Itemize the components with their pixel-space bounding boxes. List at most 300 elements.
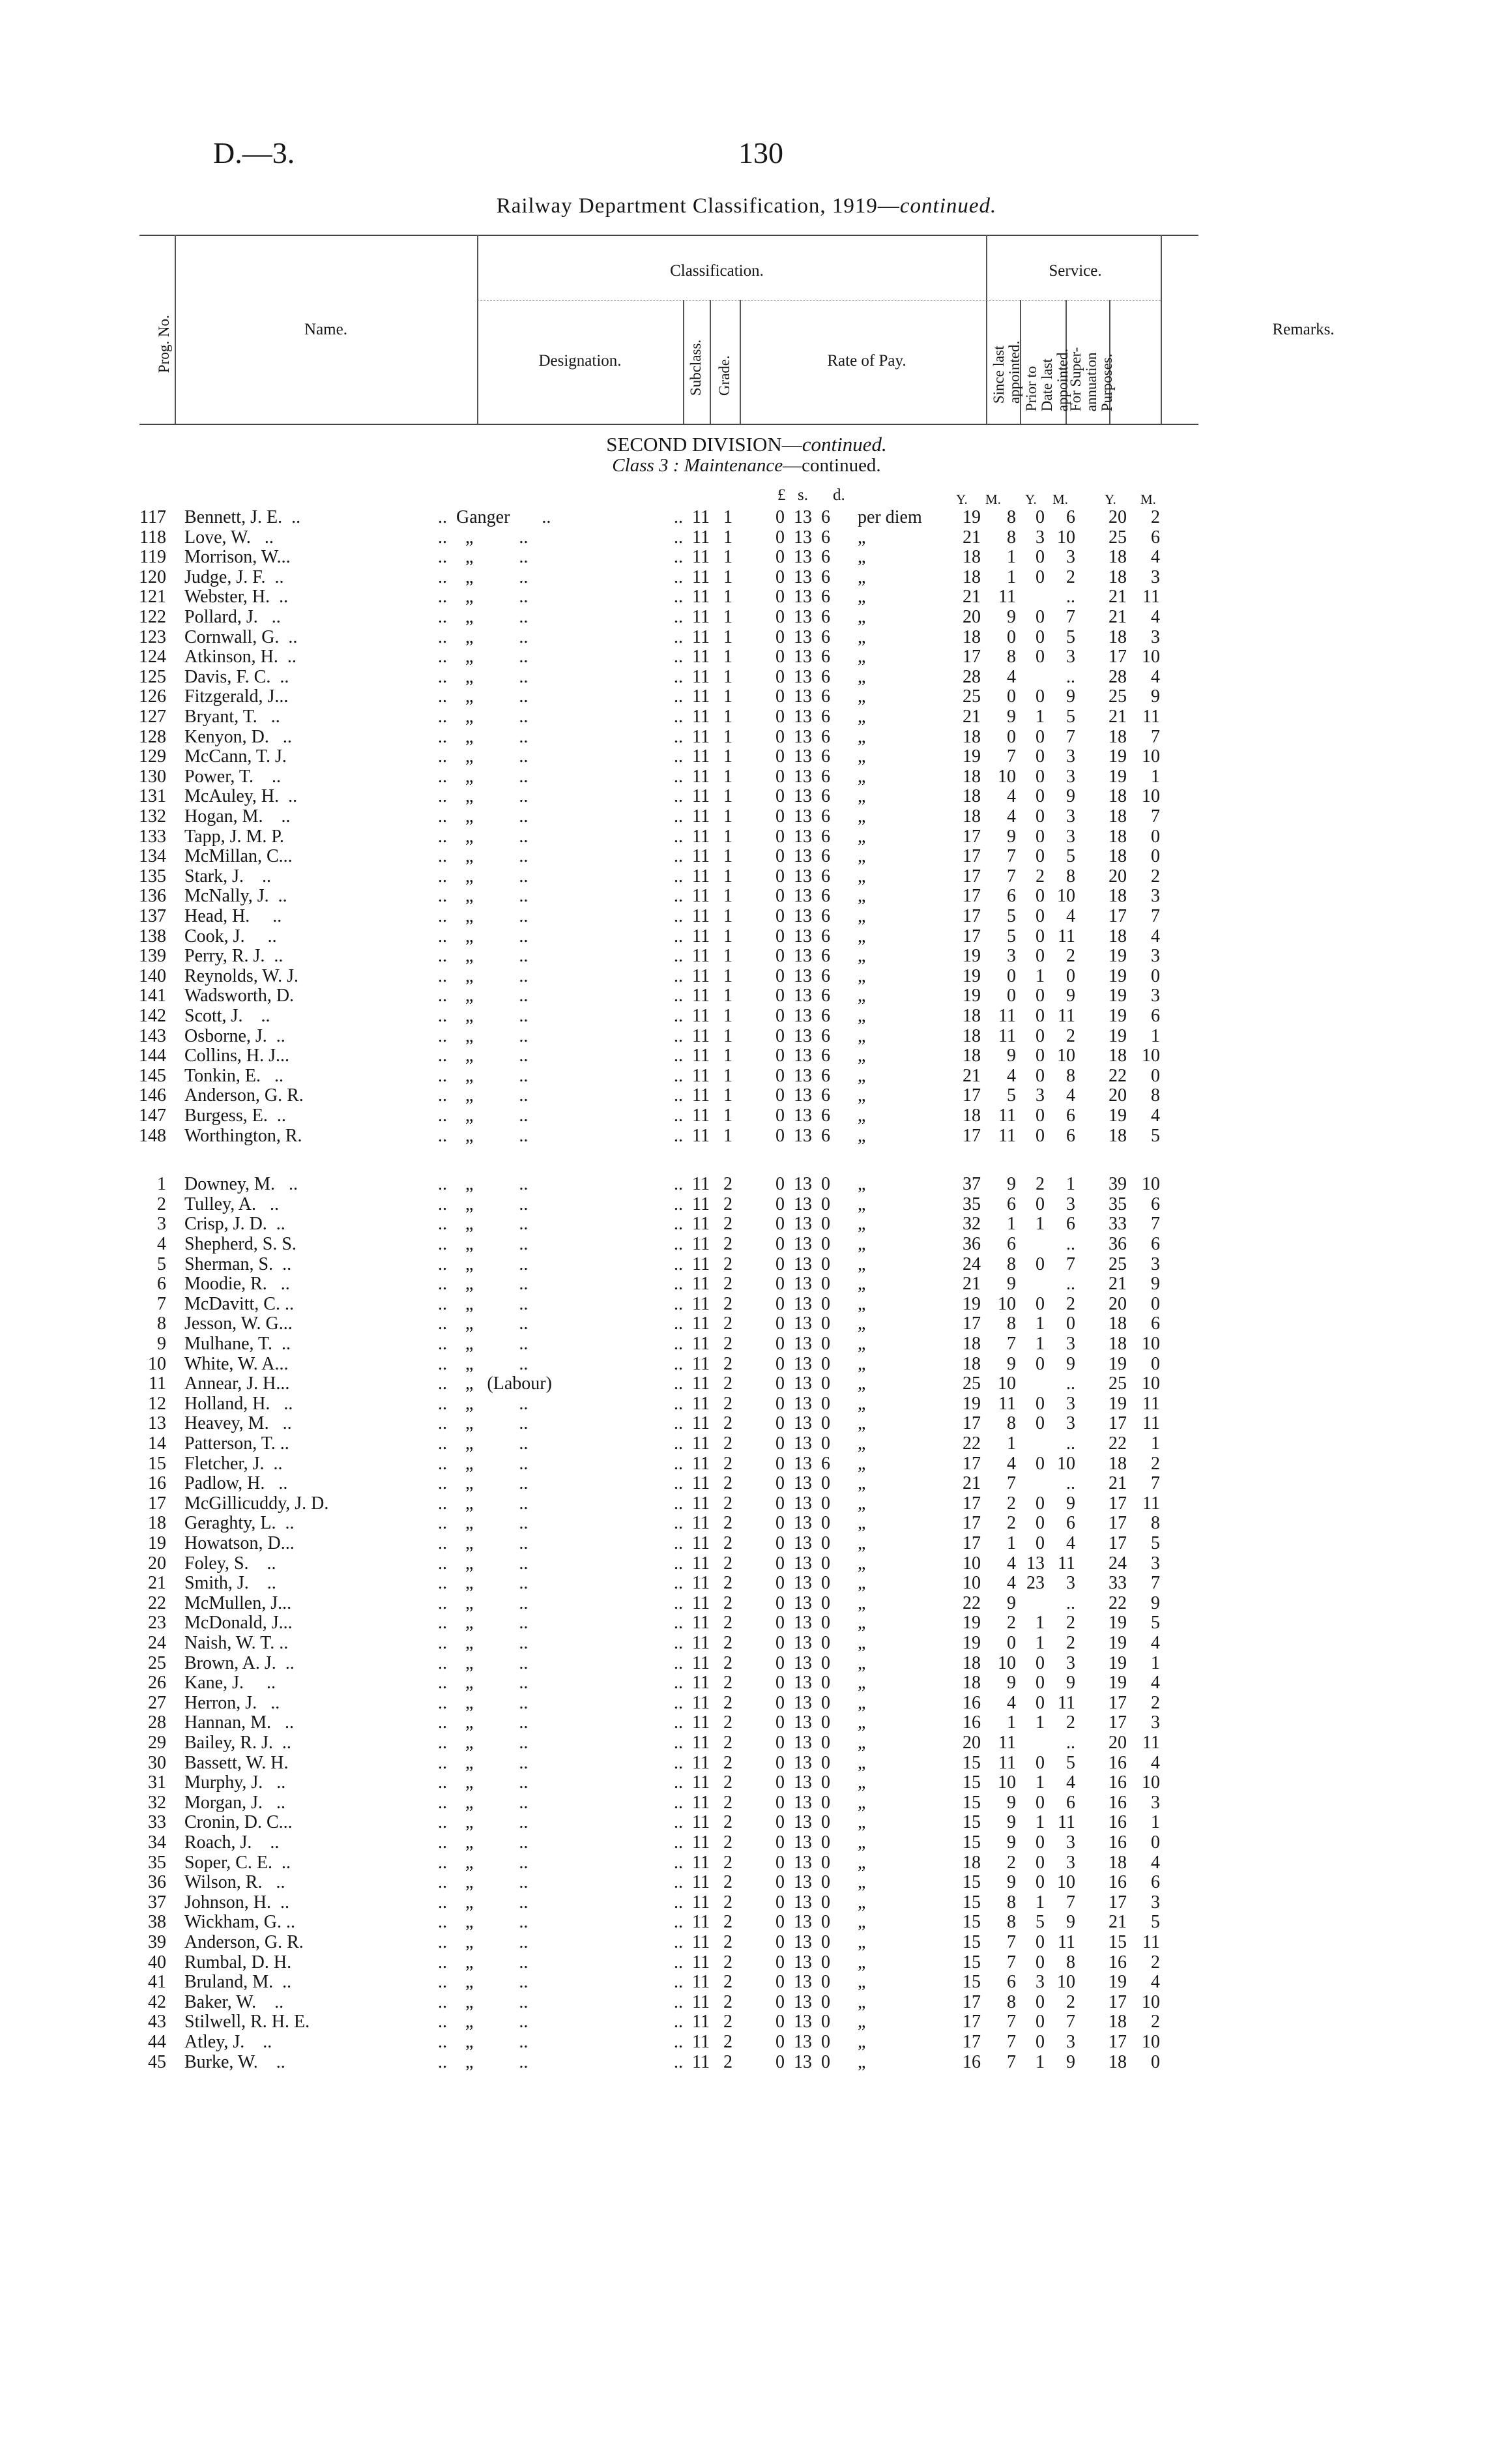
prior-months: 11 — [1058, 1692, 1075, 1713]
super-months: 3 — [1151, 986, 1160, 1006]
designation: .. „ .. — [438, 1085, 529, 1106]
prior-months: 7 — [1066, 1892, 1075, 1913]
pay-basis: „ — [858, 986, 866, 1006]
rate-of-pay: 0 13 6 — [775, 1453, 830, 1474]
prior-months: 5 — [1066, 1752, 1075, 1773]
subclass: .. 11 — [674, 1592, 710, 1613]
super-years: 15 — [1109, 1932, 1127, 1952]
pay-basis: „ — [858, 566, 866, 587]
prog-no: 132 — [139, 806, 166, 827]
prior-months: 10 — [1057, 1972, 1075, 1993]
prior-years: 0 — [1036, 1932, 1045, 1952]
since-years: 15 — [963, 1792, 981, 1813]
employee-name: Cronin, D. C... — [184, 1812, 293, 1833]
employee-name: Morrison, W... — [184, 547, 291, 568]
prior-years: 1 — [1036, 707, 1045, 727]
employee-name: Mulhane, T. .. — [184, 1334, 291, 1354]
prior-years: 0 — [1036, 726, 1045, 747]
prior-years: 0 — [1036, 786, 1045, 807]
rate-of-pay: 0 13 6 — [775, 1006, 830, 1026]
employee-name: Foley, S. .. — [184, 1553, 276, 1574]
employee-name: Cook, J. .. — [184, 926, 277, 946]
since-months: 4 — [1007, 1553, 1016, 1574]
prog-no: 20 — [148, 1553, 166, 1574]
designation: .. „ .. — [438, 1712, 529, 1733]
since-years: 15 — [963, 1892, 981, 1913]
rate-of-pay: 0 13 6 — [775, 906, 830, 926]
since-years: 16 — [963, 1712, 981, 1733]
subclass: .. 11 — [674, 786, 710, 807]
rate-of-pay: 0 13 0 — [775, 1473, 830, 1494]
employee-name: McDavitt, C. .. — [184, 1293, 294, 1314]
designation: .. „ .. — [438, 1125, 529, 1146]
subclass: .. 11 — [674, 1573, 710, 1594]
grade: 2 — [723, 1214, 732, 1235]
table-row — [0, 587, 1493, 607]
table-row — [0, 707, 1493, 727]
since-years: 18 — [963, 1353, 981, 1374]
employee-name: McCann, T. J. — [184, 746, 287, 767]
since-years: 37 — [963, 1174, 981, 1195]
pay-basis: „ — [858, 926, 866, 946]
super-years: 17 — [1109, 906, 1127, 926]
since-months: 1 — [1007, 547, 1016, 568]
subclass: .. 11 — [674, 1892, 710, 1913]
super-months: 3 — [1151, 566, 1160, 587]
designation: .. „ .. — [438, 1194, 529, 1214]
super-months: 9 — [1151, 686, 1160, 707]
super-years: 18 — [1109, 1453, 1127, 1474]
since-years: 18 — [963, 1025, 981, 1046]
rate-of-pay: 0 13 6 — [775, 1065, 830, 1086]
pay-basis: „ — [858, 1125, 866, 1146]
since-years: 19 — [963, 965, 981, 986]
prior-years: 0 — [1036, 1673, 1045, 1694]
table-row — [0, 1234, 1493, 1254]
subclass: .. 11 — [674, 1712, 710, 1733]
employee-name: Fitzgerald, J... — [184, 686, 289, 707]
designation: .. „ .. — [438, 1025, 529, 1046]
grade: 2 — [723, 1673, 732, 1694]
designation: .. „ .. — [438, 1952, 529, 1973]
super-years: 19 — [1109, 1633, 1127, 1653]
prog-no: 124 — [139, 647, 166, 667]
prior-months: 5 — [1066, 626, 1075, 647]
since-years: 19 — [963, 986, 981, 1006]
grade: 1 — [723, 566, 732, 587]
employee-name: McAuley, H. .. — [184, 786, 298, 807]
prior-months: 2 — [1066, 566, 1075, 587]
super-years: 19 — [1109, 1972, 1127, 1993]
table-row — [0, 886, 1493, 906]
table-row — [0, 1174, 1493, 1194]
super-months: 8 — [1151, 1085, 1160, 1106]
prior-months: 10 — [1057, 886, 1075, 907]
designation: .. „ .. — [438, 726, 529, 747]
super-months: 1 — [1151, 1652, 1160, 1673]
designation: .. „ .. — [438, 686, 529, 707]
super-years: 20 — [1109, 1733, 1127, 1753]
since-years: 10 — [963, 1553, 981, 1574]
super-months: 1 — [1151, 1812, 1160, 1833]
prog-no: 125 — [139, 666, 166, 687]
prior-years: 0 — [1036, 1692, 1045, 1713]
subclass: .. 11 — [674, 866, 710, 887]
super-years: 21 — [1109, 1473, 1127, 1494]
rate-of-pay: 0 13 0 — [775, 1972, 830, 1993]
rate-of-pay: 0 13 6 — [775, 547, 830, 568]
grade: 1 — [723, 866, 732, 887]
prior-years: 0 — [1036, 1006, 1045, 1026]
grade: 2 — [723, 1373, 732, 1394]
super-years: 16 — [1109, 1872, 1127, 1893]
rate-of-pay: 0 13 0 — [775, 1872, 830, 1893]
since-months: 5 — [1007, 926, 1016, 946]
grade: 2 — [723, 1792, 732, 1813]
since-months: 11 — [998, 1752, 1016, 1773]
grade: 2 — [723, 1633, 732, 1653]
pay-basis: „ — [858, 527, 866, 548]
grade: 2 — [723, 1353, 732, 1374]
super-years: 22 — [1109, 1433, 1127, 1454]
division-continued: continued. — [802, 433, 887, 456]
prior-years: 0 — [1036, 986, 1045, 1006]
super-months: 11 — [1142, 1413, 1160, 1434]
super-months: 10 — [1142, 1334, 1160, 1354]
designation: .. „ .. — [438, 1991, 529, 2012]
prior-months: 2 — [1066, 1613, 1075, 1634]
prior-months: 11 — [1058, 926, 1075, 946]
prior-years: 0 — [1036, 1353, 1045, 1374]
super-months: 2 — [1151, 1952, 1160, 1973]
prior-months: .. — [1066, 666, 1075, 687]
document-reference: D.—3. — [213, 136, 295, 169]
prior-years: 1 — [1036, 1613, 1045, 1634]
table-row — [0, 1473, 1493, 1493]
prior-months: 3 — [1066, 2032, 1075, 2052]
table-row — [0, 866, 1493, 887]
table-row — [0, 667, 1493, 687]
prior-years: 0 — [1036, 1852, 1045, 1873]
subclass: .. 11 — [674, 1792, 710, 1813]
subclass: .. 11 — [674, 1254, 710, 1274]
subclass: .. 11 — [674, 1125, 710, 1146]
pay-basis: „ — [858, 965, 866, 986]
employee-name: Bassett, W. H. — [184, 1752, 289, 1773]
prior-years: 3 — [1036, 1085, 1045, 1106]
since-months: 11 — [998, 1106, 1016, 1126]
super-years: 17 — [1109, 1513, 1127, 1534]
since-years: 20 — [963, 607, 981, 627]
subclass: .. 11 — [674, 1373, 710, 1394]
since-years: 17 — [963, 1533, 981, 1553]
prog-no: 16 — [148, 1473, 166, 1494]
rate-of-pay: 0 13 6 — [775, 826, 830, 847]
unit-pence: d. — [833, 486, 845, 504]
since-years: 16 — [963, 1692, 981, 1713]
employee-name: Bennett, J. E. .. — [184, 507, 301, 527]
since-months: 10 — [998, 1772, 1016, 1793]
designation: .. „ .. — [438, 1353, 529, 1374]
rate-of-pay: 0 13 6 — [775, 507, 830, 527]
pay-basis: „ — [858, 1025, 866, 1046]
designation: .. „ .. — [438, 886, 529, 907]
rate-of-pay: 0 13 0 — [775, 1613, 830, 1634]
super-years: 18 — [1109, 786, 1127, 807]
prog-no: 137 — [139, 906, 166, 926]
pay-basis: „ — [858, 1493, 866, 1514]
designation: .. „ .. — [438, 1473, 529, 1494]
grade: 1 — [723, 946, 732, 967]
prog-no: 23 — [148, 1613, 166, 1634]
designation: .. „ .. — [438, 1513, 529, 1534]
employee-name: McMillan, C... — [184, 846, 293, 867]
prior-months: 3 — [1066, 1573, 1075, 1594]
prog-no: 148 — [139, 1125, 166, 1146]
prior-years: 0 — [1036, 2032, 1045, 2052]
prior-years: 3 — [1036, 527, 1045, 548]
subclass: .. 11 — [674, 1293, 710, 1314]
table-row — [0, 1952, 1493, 1973]
prior-months: 11 — [1058, 1006, 1075, 1026]
prior-months: 10 — [1057, 1453, 1075, 1474]
rate-of-pay: 0 13 6 — [775, 866, 830, 887]
designation: .. „ .. — [438, 1852, 529, 1873]
designation: .. „ .. — [438, 1493, 529, 1514]
super-years: 21 — [1109, 607, 1127, 627]
super-months: 9 — [1151, 1592, 1160, 1613]
pay-basis: „ — [858, 1772, 866, 1793]
prior-months: .. — [1066, 1234, 1075, 1254]
prior-years: 1 — [1036, 1892, 1045, 1913]
designation: .. „ .. — [438, 2012, 529, 2032]
designation: .. „ .. — [438, 1652, 529, 1673]
super-years: 18 — [1109, 2012, 1127, 2032]
super-years: 18 — [1109, 626, 1127, 647]
since-years: 21 — [963, 587, 981, 608]
table-row — [0, 647, 1493, 667]
since-years: 18 — [963, 726, 981, 747]
since-years: 17 — [963, 906, 981, 926]
since-years: 17 — [963, 886, 981, 907]
super-months: 4 — [1151, 1106, 1160, 1126]
designation: .. „ .. — [438, 846, 529, 867]
subclass: .. 11 — [674, 647, 710, 667]
since-months: 8 — [1007, 1254, 1016, 1274]
subclass: .. 11 — [674, 1872, 710, 1893]
prior-months: .. — [1066, 1473, 1075, 1494]
rate-of-pay: 0 13 0 — [775, 1573, 830, 1594]
since-months: 9 — [1007, 1792, 1016, 1813]
designation: .. „ .. — [438, 1692, 529, 1713]
rate-of-pay: 0 13 0 — [775, 1174, 830, 1195]
unit-since-months: M. — [985, 491, 1001, 507]
prog-no: 119 — [139, 547, 166, 568]
prior-years: 0 — [1036, 1832, 1045, 1853]
since-months: 10 — [998, 766, 1016, 787]
since-years: 22 — [963, 1433, 981, 1454]
table-row — [0, 746, 1493, 767]
grade: 1 — [723, 707, 732, 727]
since-months: 8 — [1007, 527, 1016, 548]
page-title — [0, 194, 1493, 218]
super-years: 16 — [1109, 1812, 1127, 1833]
prior-months: 3 — [1066, 746, 1075, 767]
prior-years: 0 — [1036, 1792, 1045, 1813]
super-years: 17 — [1109, 1493, 1127, 1514]
subclass: .. 11 — [674, 1085, 710, 1106]
designation: .. „ .. — [438, 1046, 529, 1066]
super-years: 25 — [1109, 1254, 1127, 1274]
since-months: 9 — [1007, 826, 1016, 847]
prior-years: 0 — [1036, 1493, 1045, 1514]
pay-basis: per diem — [858, 507, 922, 527]
grade: 2 — [723, 1752, 732, 1773]
class-title — [0, 455, 1493, 477]
prior-years: 1 — [1036, 1334, 1045, 1354]
rate-of-pay: 0 13 6 — [775, 707, 830, 727]
super-years: 25 — [1109, 527, 1127, 548]
designation: .. „ .. — [438, 1792, 529, 1813]
designation: .. „ .. — [438, 626, 529, 647]
prior-months: 8 — [1066, 1952, 1075, 1973]
since-months: 7 — [1007, 1473, 1016, 1494]
prog-no: 120 — [139, 566, 166, 587]
rate-of-pay: 0 13 6 — [775, 946, 830, 967]
prior-years: 1 — [1036, 1772, 1045, 1793]
prog-no: 130 — [139, 766, 166, 787]
super-months: 6 — [1151, 1313, 1160, 1334]
super-years: 18 — [1109, 2051, 1127, 2072]
header-prior-to-date: Prior to Date last appointed. — [1022, 348, 1071, 412]
prior-months: 9 — [1066, 686, 1075, 707]
super-years: 18 — [1109, 566, 1127, 587]
designation: .. „ .. — [438, 1254, 529, 1274]
designation: .. „ .. — [438, 1234, 529, 1254]
super-months: 3 — [1151, 1892, 1160, 1913]
grade: 1 — [723, 726, 732, 747]
prior-months: 9 — [1066, 786, 1075, 807]
rate-of-pay: 0 13 0 — [775, 1812, 830, 1833]
prior-years: 0 — [1036, 906, 1045, 926]
subclass: .. 11 — [674, 1972, 710, 1993]
table-row — [0, 1493, 1493, 1514]
super-months: 7 — [1151, 1214, 1160, 1235]
prog-no: 32 — [148, 1792, 166, 1813]
subclass: .. 11 — [674, 1106, 710, 1126]
super-years: 28 — [1109, 666, 1127, 687]
prior-months: 3 — [1066, 647, 1075, 667]
super-years: 21 — [1109, 587, 1127, 608]
since-years: 17 — [963, 1313, 981, 1334]
prior-months: .. — [1066, 1592, 1075, 1613]
super-months: 0 — [1151, 965, 1160, 986]
super-months: 10 — [1142, 1991, 1160, 2012]
table-row — [0, 827, 1493, 847]
since-years: 35 — [963, 1194, 981, 1214]
since-years: 17 — [963, 1125, 981, 1146]
prior-years: 0 — [1036, 1872, 1045, 1893]
grade: 2 — [723, 1932, 732, 1952]
super-years: 18 — [1109, 806, 1127, 827]
since-years: 25 — [963, 1373, 981, 1394]
employee-name: Bruland, M. .. — [184, 1972, 292, 1993]
super-months: 3 — [1151, 946, 1160, 967]
rate-of-pay: 0 13 0 — [775, 1234, 830, 1254]
super-months: 3 — [1151, 1553, 1160, 1574]
prog-no: 5 — [157, 1254, 166, 1274]
prog-no: 45 — [148, 2051, 166, 2072]
prior-years: 0 — [1036, 686, 1045, 707]
employee-name: Tulley, A. .. — [184, 1194, 279, 1214]
prior-months: 2 — [1066, 1025, 1075, 1046]
prog-no: 127 — [139, 707, 166, 727]
designation: .. „ .. — [438, 1313, 529, 1334]
rate-of-pay: 0 13 0 — [775, 1792, 830, 1813]
prog-no: 126 — [139, 686, 166, 707]
employee-name: Roach, J. .. — [184, 1832, 280, 1853]
table-row — [0, 1294, 1493, 1314]
prior-years: 23 — [1026, 1573, 1045, 1594]
pay-basis: „ — [858, 1932, 866, 1952]
pay-basis: „ — [858, 1234, 866, 1254]
since-months: 5 — [1007, 906, 1016, 926]
designation: .. „ .. — [438, 1772, 529, 1793]
employee-name: Pollard, J. .. — [184, 607, 281, 627]
prog-no: 7 — [157, 1293, 166, 1314]
employee-name: Wilson, R. .. — [184, 1872, 285, 1893]
since-months: 9 — [1007, 1673, 1016, 1694]
super-years: 18 — [1109, 547, 1127, 568]
since-months: 9 — [1007, 1872, 1016, 1893]
designation: .. „ .. — [438, 1912, 529, 1933]
rate-of-pay: 0 13 6 — [775, 806, 830, 827]
subclass: .. 11 — [674, 1852, 710, 1873]
prog-no: 13 — [148, 1413, 166, 1434]
since-years: 15 — [963, 1952, 981, 1973]
grade: 2 — [723, 1293, 732, 1314]
table-row — [0, 1853, 1493, 1873]
designation: .. „ .. — [438, 1334, 529, 1354]
prior-months: 0 — [1066, 965, 1075, 986]
prior-months: 9 — [1066, 1673, 1075, 1694]
super-years: 16 — [1109, 1772, 1127, 1793]
table-row — [0, 846, 1493, 866]
super-years: 18 — [1109, 726, 1127, 747]
table-row — [0, 786, 1493, 806]
table-row — [0, 1832, 1493, 1853]
super-years: 17 — [1109, 1991, 1127, 2012]
subclass: .. 11 — [674, 1334, 710, 1354]
subclass: .. 11 — [674, 1533, 710, 1553]
prior-months: 2 — [1066, 1633, 1075, 1653]
table-row — [0, 1793, 1493, 1813]
super-years: 17 — [1109, 1712, 1127, 1733]
grade: 2 — [723, 1592, 732, 1613]
prog-no: 17 — [148, 1493, 166, 1514]
header-prog-no: Prog. No. — [155, 315, 172, 374]
prior-years: 0 — [1036, 1533, 1045, 1553]
pay-basis: „ — [858, 786, 866, 807]
prog-no: 145 — [139, 1065, 166, 1086]
prior-years: 0 — [1036, 1106, 1045, 1126]
designation: .. „ .. — [438, 1006, 529, 1026]
super-months: 11 — [1142, 707, 1160, 727]
super-months: 2 — [1151, 2012, 1160, 2032]
designation: .. „ .. — [438, 746, 529, 767]
prior-months: 10 — [1057, 1872, 1075, 1893]
super-years: 20 — [1109, 1293, 1127, 1314]
